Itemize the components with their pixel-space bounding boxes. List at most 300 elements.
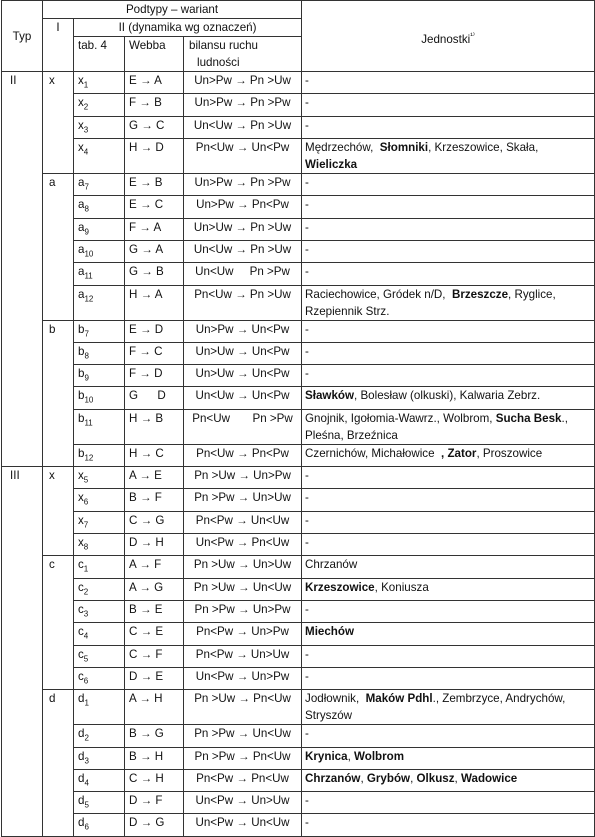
table-row	[2, 645, 595, 667]
variant-index: 6	[83, 497, 89, 507]
unit-text: ,	[454, 771, 461, 785]
table-row	[2, 320, 595, 342]
table-row	[2, 116, 595, 138]
unit-text: -	[305, 367, 309, 381]
webba-cell: B → F	[125, 489, 184, 511]
units-cell	[302, 623, 595, 645]
unit-name-bold: , Zator	[441, 446, 477, 460]
variant-cell	[74, 511, 125, 533]
unit-name-bold: Słomniki	[379, 140, 429, 154]
unit-text: -	[305, 344, 309, 358]
variant-cell	[74, 578, 125, 600]
table-row	[2, 94, 595, 116]
variant-cell	[74, 285, 125, 320]
units-cell	[302, 667, 595, 689]
units-cell	[302, 747, 595, 769]
bilans-cell: Un>Pw → Pn<Pw	[184, 196, 302, 218]
bilans-cell: Pn<Pw → Un>Pw	[184, 623, 302, 645]
webba-cell: C → H	[125, 769, 184, 791]
bilans-cell: Pn >Uw → Pn<Uw	[184, 690, 302, 725]
bilans-cell: Un>Uw → Un<Pw	[184, 365, 302, 387]
variant-letter: c	[78, 580, 84, 594]
variant-index: 2	[83, 102, 89, 112]
unit-text: -	[305, 647, 309, 661]
bilans-cell: Pn >Uw → Un>Pw	[184, 467, 302, 489]
units-cell	[302, 792, 595, 814]
webba-cell: D → F	[125, 792, 184, 814]
variant-letter: b	[78, 344, 85, 358]
units-cell	[302, 138, 595, 173]
header-bilans-line1: bilansu ruchu	[189, 39, 258, 52]
unit-name-bold: Wieliczka	[305, 157, 358, 171]
unit-text: -	[305, 220, 309, 234]
variant-cell	[74, 320, 125, 342]
variant-letter: d	[78, 727, 85, 741]
variant-index: 6	[83, 676, 89, 686]
bilans-cell: Un<Uw Pn >Pw	[184, 263, 302, 285]
header-jednostki-footnote: ¹⁾	[470, 30, 475, 40]
bilans-cell: Pn >Pw → Un>Pw	[184, 600, 302, 622]
header-podtypy: Podtypy – wariant	[43, 1, 302, 19]
subtype-cell: x	[43, 72, 74, 174]
variant-letter: b	[78, 446, 85, 460]
units-cell	[302, 196, 595, 218]
variant-cell	[74, 623, 125, 645]
bilans-cell: Pn<Uw → Un<Pw	[184, 138, 302, 173]
unit-text: , Proszowice	[476, 446, 543, 460]
typology-table	[1, 0, 595, 837]
units-cell	[302, 365, 595, 387]
webba-cell: F → B	[125, 94, 184, 116]
webba-cell: A → H	[125, 690, 184, 725]
unit-text: -	[305, 175, 309, 189]
variant-index: 12	[84, 453, 94, 463]
unit-text: -	[305, 198, 309, 212]
unit-text: -	[305, 322, 309, 336]
variant-cell	[74, 690, 125, 725]
webba-cell: H → D	[125, 138, 184, 173]
variant-cell	[74, 747, 125, 769]
unit-name-bold: Chrzanów	[305, 771, 361, 785]
bilans-cell: Pn<Pw → Pn<Uw	[184, 769, 302, 791]
webba-cell: G → C	[125, 116, 184, 138]
bilans-cell: Un>Uw → Un<Pw	[184, 342, 302, 364]
webba-cell: F → D	[125, 365, 184, 387]
variant-letter: x	[78, 513, 84, 527]
variant-letter: b	[78, 322, 85, 336]
subtype-cell: c	[43, 556, 74, 690]
type-cell: II	[2, 72, 43, 467]
bilans-cell: Un>Pw → Pn >Pw	[184, 94, 302, 116]
variant-cell	[74, 263, 125, 285]
variant-cell	[74, 667, 125, 689]
bilans-cell: Pn >Pw → Un>Uw	[184, 489, 302, 511]
header-col-II: II (dynamika wg oznaczeń)	[74, 19, 302, 37]
variant-cell	[74, 534, 125, 556]
unit-text: -	[305, 74, 309, 87]
table-row	[2, 769, 595, 791]
variant-cell	[74, 173, 125, 195]
webba-cell: E → B	[125, 173, 184, 195]
unit-text: -	[305, 469, 309, 483]
variant-index: 5	[83, 475, 89, 485]
unit-text: -	[305, 816, 309, 830]
variant-cell	[74, 725, 125, 747]
units-cell	[302, 690, 595, 725]
variant-letter: x	[78, 140, 84, 154]
units-cell	[302, 444, 595, 466]
variant-cell	[74, 467, 125, 489]
variant-cell	[74, 409, 125, 444]
variant-cell	[74, 792, 125, 814]
units-cell	[302, 285, 595, 320]
units-cell	[302, 489, 595, 511]
variant-index: 9	[84, 226, 89, 236]
variant-index: 1	[83, 564, 89, 574]
variant-letter: a	[78, 287, 85, 301]
variant-letter: a	[78, 198, 85, 212]
units-cell	[302, 725, 595, 747]
units-cell	[302, 320, 595, 342]
variant-cell	[74, 769, 125, 791]
variant-letter: c	[78, 669, 84, 683]
variant-index: 7	[84, 182, 89, 192]
variant-cell	[74, 196, 125, 218]
table-row	[2, 263, 595, 285]
unit-text: Jodłownik,	[305, 692, 366, 706]
variant-index: 11	[84, 271, 93, 281]
unit-text: Chrzanów	[305, 558, 358, 572]
unit-text: -	[305, 602, 309, 616]
variant-index: 8	[83, 542, 89, 552]
unit-name-bold: Wadowice	[460, 771, 518, 785]
table-row	[2, 792, 595, 814]
variant-letter: x	[78, 118, 84, 132]
bilans-cell: Un>Pw → Un<Pw	[184, 320, 302, 342]
variant-cell	[74, 489, 125, 511]
unit-text: -	[305, 96, 309, 110]
unit-text: ., Pleśna, Brzeźnica	[305, 411, 572, 442]
unit-name-bold: Olkusz	[416, 771, 455, 785]
variant-index: 3	[83, 609, 89, 619]
table-row	[2, 690, 595, 725]
variant-index: 2	[84, 733, 89, 743]
variant-cell	[74, 72, 125, 94]
units-cell	[302, 814, 595, 836]
table-row	[2, 747, 595, 769]
webba-cell: B → G	[125, 725, 184, 747]
variant-letter: b	[78, 411, 85, 425]
table-row	[2, 196, 595, 218]
webba-cell: D → G	[125, 814, 184, 836]
bilans-cell: Pn<Pw → Un>Uw	[184, 645, 302, 667]
bilans-cell: Un<Uw → Pn >Uw	[184, 240, 302, 262]
variant-letter: c	[78, 647, 84, 661]
variant-index: 10	[84, 249, 94, 259]
table-row	[2, 240, 595, 262]
table-row	[2, 409, 595, 444]
bilans-cell: Pn<Uw → Pn<Pw	[184, 444, 302, 466]
header-bilans	[184, 37, 302, 72]
variant-letter: a	[78, 265, 85, 279]
webba-cell: H → B	[125, 409, 184, 444]
bilans-cell: Un>Pw → Pn >Pw	[184, 173, 302, 195]
type-cell: III	[2, 467, 43, 837]
unit-text: Mędrzechów,	[305, 140, 380, 154]
unit-name-bold: Krzeszowice	[305, 580, 375, 594]
variant-letter: c	[78, 602, 84, 616]
unit-text: -	[305, 513, 309, 527]
webba-cell: C → F	[125, 645, 184, 667]
variant-cell	[74, 94, 125, 116]
variant-index: 7	[84, 328, 89, 338]
variant-index: 8	[84, 204, 89, 214]
variant-letter: a	[78, 220, 85, 234]
variant-letter: x	[78, 96, 84, 110]
table-row	[2, 534, 595, 556]
bilans-cell: Pn<Pw → Un<Uw	[184, 511, 302, 533]
bilans-cell: Pn >Pw → Un<Uw	[184, 725, 302, 747]
variant-cell	[74, 342, 125, 364]
variant-index: 4	[83, 631, 89, 641]
webba-cell: F → C	[125, 342, 184, 364]
variant-index: 11	[84, 418, 93, 428]
variant-cell	[74, 138, 125, 173]
units-cell	[302, 600, 595, 622]
subtype-cell: d	[43, 690, 74, 837]
subtype-cell: b	[43, 320, 74, 467]
variant-letter: c	[78, 625, 84, 639]
variant-index: 6	[84, 822, 89, 832]
webba-cell: B → E	[125, 600, 184, 622]
unit-text: Raciechowice, Gródek n/D,	[305, 287, 452, 301]
unit-text: , Krzeszowice, Skała,	[428, 140, 542, 154]
unit-text: , Koniusza	[374, 580, 429, 594]
unit-name-bold: Brzeszcze	[451, 287, 509, 301]
variant-cell	[74, 645, 125, 667]
bilans-cell: Un<Uw → Un<Pw	[184, 387, 302, 409]
units-cell	[302, 387, 595, 409]
webba-cell: A → G	[125, 578, 184, 600]
units-cell	[302, 94, 595, 116]
unit-text: ,	[347, 749, 355, 763]
table-row	[2, 623, 595, 645]
variant-letter: x	[78, 469, 84, 483]
variant-letter: c	[78, 558, 84, 572]
variant-letter: x	[78, 491, 84, 505]
header-jednostki-label: Jednostki	[421, 32, 471, 46]
variant-index: 12	[84, 293, 94, 303]
table-row	[2, 511, 595, 533]
unit-text: ,	[410, 771, 417, 785]
unit-text: ., Zembrzyce, Andrychów, Stryszów	[305, 692, 569, 723]
units-cell	[302, 409, 595, 444]
table-row	[2, 72, 595, 94]
subtype-cell: x	[43, 467, 74, 556]
variant-index: 1	[83, 80, 89, 90]
header-typ: Typ	[2, 1, 43, 72]
header-bilans-line2: ludności	[197, 56, 240, 69]
table-row	[2, 173, 595, 195]
header-jednostki	[302, 1, 595, 72]
webba-cell: C → G	[125, 511, 184, 533]
variant-letter: x	[78, 74, 84, 87]
units-cell	[302, 116, 595, 138]
table-row	[2, 285, 595, 320]
variant-letter: d	[78, 749, 85, 763]
subtype-cell: a	[43, 173, 74, 320]
variant-letter: a	[78, 242, 85, 256]
variant-cell	[74, 444, 125, 466]
table-row	[2, 600, 595, 622]
units-cell	[302, 263, 595, 285]
webba-cell: D → E	[125, 667, 184, 689]
unit-text: ,	[360, 771, 367, 785]
unit-text: , Ryglice, Rzepiennik Strz.	[305, 287, 559, 318]
variant-letter: a	[78, 175, 85, 189]
header-tab4: tab. 4	[74, 37, 125, 72]
table-row	[2, 387, 595, 409]
webba-cell: H → A	[125, 285, 184, 320]
bilans-cell: Un>Uw → Pn >Uw	[184, 218, 302, 240]
table-row	[2, 489, 595, 511]
unit-text: -	[305, 727, 309, 741]
variant-letter: b	[78, 367, 85, 381]
variant-cell	[74, 218, 125, 240]
unit-text: -	[305, 669, 309, 683]
bilans-cell: Un<Pw → Un<Uw	[184, 814, 302, 836]
unit-text: -	[305, 794, 309, 808]
variant-cell	[74, 600, 125, 622]
variant-cell	[74, 387, 125, 409]
units-cell	[302, 534, 595, 556]
units-cell	[302, 342, 595, 364]
unit-text: , Bolesław (olkuski), Kalwaria Zebrz.	[354, 389, 541, 403]
variant-index: 4	[84, 778, 89, 788]
units-cell	[302, 173, 595, 195]
variant-letter: d	[78, 794, 85, 808]
variant-index: 10	[84, 395, 94, 405]
header-row-1	[2, 1, 595, 19]
bilans-cell: Un<Pw → Pn<Uw	[184, 534, 302, 556]
unit-name-bold: Grybów	[366, 771, 411, 785]
variant-index: 7	[83, 520, 89, 529]
variant-letter: d	[78, 771, 85, 785]
bilans-cell: Pn >Pw → Pn<Uw	[184, 747, 302, 769]
bilans-cell: Pn<Uw Pn >Pw	[184, 409, 302, 444]
units-cell	[302, 511, 595, 533]
webba-cell: G D	[125, 387, 184, 409]
variant-index: 3	[83, 124, 89, 134]
unit-name-bold: Miechów	[305, 625, 354, 639]
variant-index: 5	[83, 653, 89, 663]
webba-cell: G → A	[125, 240, 184, 262]
table-row	[2, 667, 595, 689]
table-row	[2, 725, 595, 747]
webba-cell: B → H	[125, 747, 184, 769]
variant-index: 2	[83, 586, 89, 596]
unit-name-bold: Sucha Besk	[495, 411, 562, 425]
webba-cell: F → A	[125, 218, 184, 240]
variant-letter: d	[78, 816, 85, 830]
unit-name-bold: Krynica	[305, 749, 348, 763]
bilans-cell: Un<Uw → Pn >Uw	[184, 116, 302, 138]
table-row	[2, 578, 595, 600]
variant-cell	[74, 814, 125, 836]
table-row	[2, 444, 595, 466]
table-row	[2, 467, 595, 489]
table-row	[2, 342, 595, 364]
variant-cell	[74, 240, 125, 262]
units-cell	[302, 467, 595, 489]
bilans-cell: Un<Pw → Un>Uw	[184, 792, 302, 814]
bilans-cell: Pn >Uw → Un<Uw	[184, 578, 302, 600]
table-row	[2, 138, 595, 173]
variant-letter: b	[78, 389, 85, 403]
webba-cell: H → C	[125, 444, 184, 466]
bilans-cell: Pn<Uw → Pn >Uw	[184, 285, 302, 320]
table-row	[2, 218, 595, 240]
unit-text: -	[305, 491, 309, 505]
units-cell	[302, 218, 595, 240]
variant-letter: d	[78, 692, 85, 706]
webba-cell: E → A	[125, 72, 184, 94]
table-row	[2, 814, 595, 836]
units-cell	[302, 556, 595, 578]
units-cell	[302, 72, 595, 94]
variant-index: 8	[84, 351, 89, 361]
webba-cell: E → D	[125, 320, 184, 342]
variant-index: 3	[84, 755, 89, 765]
table-row	[2, 365, 595, 387]
variant-cell	[74, 556, 125, 578]
units-cell	[302, 240, 595, 262]
variant-cell	[74, 365, 125, 387]
header-col-I: I	[43, 19, 74, 72]
units-cell	[302, 769, 595, 791]
unit-name-bold: Wolbrom	[354, 749, 405, 763]
variant-letter: x	[78, 536, 84, 549]
webba-cell: D → H	[125, 534, 184, 556]
variant-cell	[74, 116, 125, 138]
units-cell	[302, 645, 595, 667]
unit-text: -	[305, 536, 309, 549]
webba-cell: G → B	[125, 263, 184, 285]
unit-text: -	[305, 242, 309, 256]
variant-index: 1	[84, 698, 89, 708]
bilans-cell: Un<Pw → Un>Pw	[184, 667, 302, 689]
unit-text: -	[305, 265, 309, 279]
webba-cell: A → E	[125, 467, 184, 489]
webba-cell: E → C	[125, 196, 184, 218]
unit-name-bold: Sławków	[305, 389, 354, 403]
variant-index: 4	[83, 147, 89, 157]
bilans-cell: Pn >Uw → Un>Uw	[184, 556, 302, 578]
variant-index: 5	[84, 800, 89, 810]
unit-name-bold: Maków Pdhl	[365, 692, 433, 706]
units-cell	[302, 578, 595, 600]
bilans-cell: Un>Pw → Pn >Uw	[184, 72, 302, 94]
unit-text: Gnojnik, Igołomia-Wawrz., Wolbrom,	[305, 411, 496, 425]
variant-index: 9	[84, 373, 89, 383]
webba-cell: A → F	[125, 556, 184, 578]
table-body	[2, 72, 595, 837]
header-webba: Webba	[125, 37, 184, 72]
table-row	[2, 556, 595, 578]
webba-cell: C → E	[125, 623, 184, 645]
unit-text: Czernichów, Michałowice	[305, 446, 441, 460]
unit-text: -	[305, 118, 309, 132]
